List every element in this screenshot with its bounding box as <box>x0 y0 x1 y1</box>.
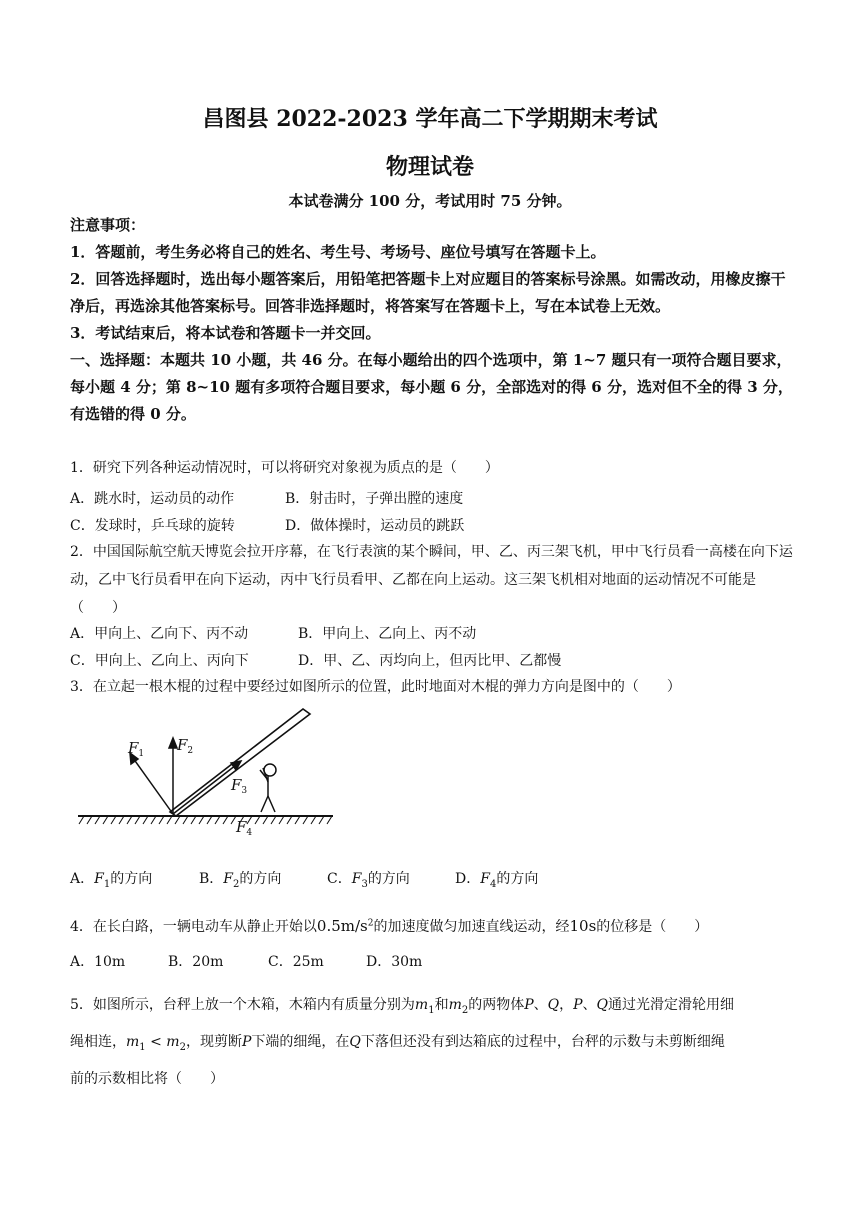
exam-title: 昌图县 2022-2023 学年高二下学期期末考试 <box>202 106 658 132</box>
q2-option-a: A．甲向上、乙向下、丙不动 <box>70 626 249 642</box>
q5-line-2: 绳相连，$m_1 < m_2$，现剪断P下端的细绳，在Q下落但还没有到达箱底的过程中，台秤的示数与未剪断细绳 <box>70 1034 725 1053</box>
q3-stem: 3．在立起一根木棍的过程中要经过如图所示的位置，此时地面对木棍的弹力方向是图中的（ ） <box>70 679 681 695</box>
q4-option-d: D．30m <box>366 954 423 970</box>
note-2: 2．回答选择题时，选出每小题答案后，用铅笔把答题卡上对应题目的答案标号涂黑。如需改动，用橡皮擦干净后，再选涂其他答案标号。回答非选择题时，将答案写在答题卡上，写在本试卷上无效。 <box>70 270 786 315</box>
f3-arrow <box>173 765 236 814</box>
q1-option-a: A．跳水时，运动员的动作 <box>70 491 235 507</box>
f4-sub: 4 <box>246 828 253 838</box>
person-figure <box>260 764 276 812</box>
notes-heading: 注意事项： <box>70 216 146 234</box>
f3-label: F <box>231 776 242 794</box>
force-labels <box>127 736 252 838</box>
note-1: 1．答题前，考生务必将自己的姓名、考生号、考场号、座位号填写在答题卡上。 <box>70 243 606 261</box>
f2-label: F <box>177 736 188 754</box>
q3-option-a: A．$F_1$的方向 <box>70 871 153 890</box>
q4-option-b: B．20m <box>168 954 224 970</box>
section1-heading: 一、选择题：本题共 10 小题，共 46 分。在每小题给出的四个选项中，第 1~7 题只有一项符合题目要求，每小题 4 分；第 8~10 题有多项符合题目要求，每小题 6 分，全部选对的得 6 分，选对但不全的得 3 分，有选错的得 0 分。 <box>70 351 793 423</box>
f1-sub: 1 <box>138 749 145 759</box>
q1-stem: 1．研究下列各种运动情况时，可以将研究对象视为质点的是（ ） <box>70 460 499 476</box>
f1-label: F <box>128 739 139 757</box>
exam-subtitle: 物理试卷 <box>385 154 474 180</box>
q3-force-diagram <box>78 700 338 838</box>
q1-option-d: D．做体操时，运动员的跳跃 <box>285 518 465 534</box>
note-3: 3．考试结束后，将本试卷和答题卡一并交回。 <box>70 324 381 342</box>
q2-option-d: D．甲、乙、丙均向上，但丙比甲、乙都慢 <box>298 653 562 669</box>
svg-text:F3 <box>230 776 247 796</box>
f3-sub: 3 <box>241 786 248 796</box>
notes-section <box>70 212 795 428</box>
exam-info: 本试卷满分 100 分，考试用时 75 分钟。 <box>288 192 572 210</box>
f1-arrow <box>133 758 173 814</box>
q2-option-c: C．甲向上、乙向上、丙向下 <box>70 653 249 669</box>
f2-arrowhead <box>169 738 177 748</box>
f2-sub: 2 <box>187 746 194 756</box>
ground-hatching <box>79 816 332 824</box>
q3-option-b: B．$F_2$的方向 <box>199 871 282 890</box>
svg-text:F1 <box>127 739 144 759</box>
f4-label: F <box>236 818 247 836</box>
svg-text:F2 <box>176 736 193 756</box>
q4-option-a: A．10m <box>70 954 126 970</box>
q5-line-3: 前的示数相比将（ ） <box>70 1071 224 1087</box>
q2-option-b: B．甲向上、乙向上、丙不动 <box>298 626 477 642</box>
q2-stem: 2．中国国际航空航天博览会拉开序幕，在飞行表演的某个瞬间，甲、乙、丙三架飞机，甲中飞行员看一高楼在向下运动，乙中飞行员看甲在向下运动，丙中飞行员看甲、乙都在向上运动。这三架飞机相对地面的运动情况不可能是（ ） <box>70 544 793 616</box>
q4-stem: 4．在长白路，一辆电动车从静止开始以$0.5m/s^2$的加速度做匀加速直线运动，经10s的位移是（ ） <box>70 917 709 935</box>
q1-option-c: C．发球时，乒乓球的旋转 <box>70 518 235 534</box>
q3-option-d: D．$F_4$的方向 <box>455 871 539 890</box>
q1-option-b: B．射击时，子弹出膛的速度 <box>285 491 464 507</box>
svg-text:F4 <box>235 818 252 838</box>
q4-option-c: C．25m <box>268 954 324 970</box>
q5-line-1: 5．如图所示，台秤上放一个木箱，木箱内有质量分别为$m_1$和$m_2$的两物体P、Q，P、Q通过光滑定滑轮用细 <box>70 997 735 1016</box>
q3-option-c: C．$F_3$的方向 <box>327 871 410 890</box>
